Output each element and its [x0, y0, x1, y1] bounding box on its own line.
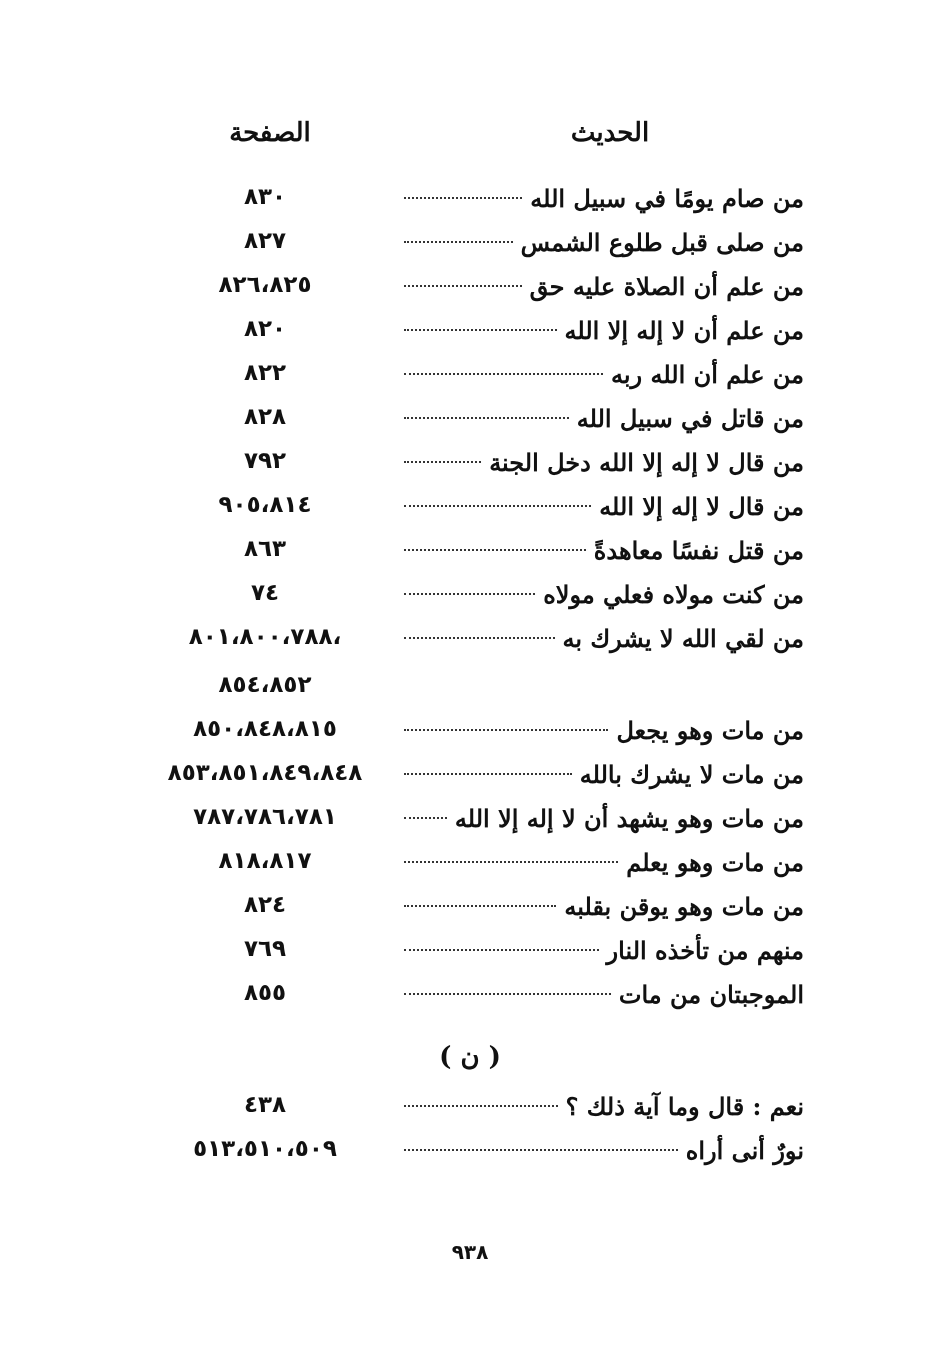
hadith-entry: من مات وهو يوقن بقلبه — [404, 892, 804, 921]
page-numbers: ٥١٣،٥١٠،٥٠٩ — [193, 1136, 337, 1162]
page-numbers: ٨٥٤،٨٥٢ — [218, 672, 312, 698]
page-numbers: ٨٢٠ — [243, 316, 287, 342]
page-numbers: ٨٢٤ — [243, 892, 287, 918]
list-item — [0, 228, 944, 272]
list-item — [0, 716, 944, 760]
hadith-entry: من مات وهو يجعل — [404, 716, 804, 745]
column-header-page: الصفحة — [229, 118, 311, 148]
list-item — [0, 404, 944, 448]
page-numbers: ٧٤ — [250, 580, 280, 606]
hadith-entry: من علم أن لا إله إلا الله — [404, 316, 804, 345]
page-numbers: ٨٢٦،٨٢٥ — [218, 272, 312, 298]
list-item — [0, 316, 944, 360]
page-numbers: ٤٣٨ — [243, 1092, 287, 1118]
list-item — [0, 492, 944, 536]
page-numbers: ٨٢٧ — [243, 228, 287, 254]
hadith-entry: من مات لا يشرك بالله — [404, 760, 804, 789]
list-item — [0, 760, 944, 804]
list-item — [0, 360, 944, 404]
page-numbers: ٩٠٥،٨١٤ — [218, 492, 312, 518]
hadith-entry: من كنت مولاه فعلي مولاه — [404, 580, 804, 609]
list-item-continuation — [0, 672, 944, 716]
page-numbers: ٨٢٨ — [243, 404, 287, 430]
hadith-entry: من مات وهو يشهد أن لا إله إلا الله — [404, 804, 804, 833]
hadith-entry: من قال لا إله إلا الله دخل الجنة — [404, 448, 804, 477]
hadith-entry: من علم أن الصلاة عليه حق — [404, 272, 804, 301]
hadith-entry: من قتل نفسًا معاهدةً — [404, 536, 804, 565]
list-item — [0, 1136, 944, 1180]
hadith-entry: من مات وهو يعلم — [404, 848, 804, 877]
page-numbers: ٧٨٧،٧٨٦،٧٨١ — [193, 804, 337, 830]
column-header-hadith: الحديث — [570, 118, 650, 148]
page-numbers: ٨٥٣،٨٥١،٨٤٩،٨٤٨ — [167, 760, 363, 786]
page-numbers: ٨٢٢ — [243, 360, 287, 386]
list-item — [0, 1092, 944, 1136]
list-item — [0, 892, 944, 936]
page-number: ٩٣٨ — [451, 1240, 489, 1264]
hadith-entry: الموجبتان من مات — [404, 980, 804, 1009]
page-numbers: ٨٥٥ — [243, 980, 287, 1006]
page-numbers: ٧٦٩ — [243, 936, 287, 962]
page-numbers: ٧٩٢ — [243, 448, 287, 474]
hadith-entry: نورٌ أنى أراه — [404, 1136, 804, 1165]
list-item — [0, 580, 944, 624]
page-numbers: ٨٣٠ — [243, 184, 287, 210]
list-item — [0, 980, 944, 1024]
hadith-entry: نعم : قال وما آية ذلك ؟ — [404, 1092, 804, 1121]
list-item — [0, 536, 944, 580]
page-numbers: ٨٥٠،٨٤٨،٨١٥ — [193, 716, 337, 742]
section-heading: ( ن ) — [439, 1042, 501, 1072]
list-item — [0, 624, 944, 668]
hadith-entry: منهم من تأخذه النار — [404, 936, 804, 965]
hadith-entry: من لقي الله لا يشرك به — [404, 624, 804, 653]
hadith-entry: من قاتل في سبيل الله — [404, 404, 804, 433]
page-numbers: ٨٦٣ — [243, 536, 287, 562]
list-item — [0, 936, 944, 980]
list-item — [0, 272, 944, 316]
page-numbers: ،٨٠١،٨٠٠،٧٨٨ — [188, 624, 342, 650]
hadith-entry: من قال لا إله إلا الله — [404, 492, 804, 521]
hadith-entry: من صام يومًا في سبيل الله — [404, 184, 804, 213]
hadith-entry: من صلى قبل طلوع الشمس — [404, 228, 804, 257]
hadith-entry: من علم أن الله ربه — [404, 360, 804, 389]
page-numbers: ٨١٨،٨١٧ — [218, 848, 312, 874]
list-item — [0, 184, 944, 228]
list-item — [0, 804, 944, 848]
list-item — [0, 848, 944, 892]
list-item — [0, 448, 944, 492]
